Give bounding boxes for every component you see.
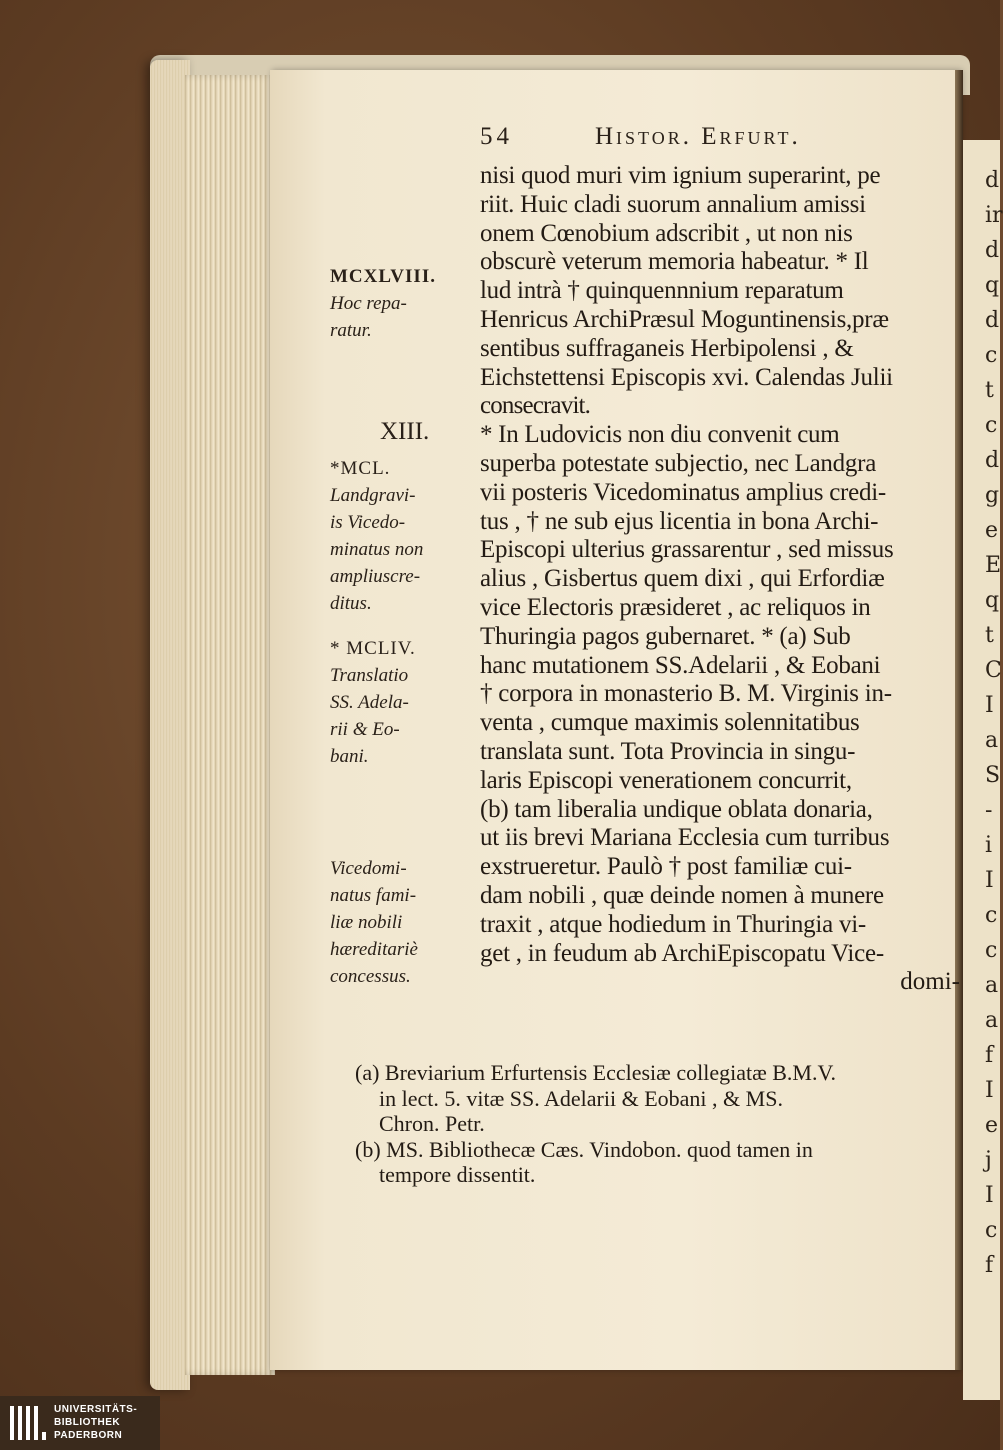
text-line: Thuringia pagos gubernaret. * (a) Sub (480, 622, 851, 650)
margin-line: Landgravi- (330, 485, 416, 506)
margin-line: ditus. (330, 593, 372, 614)
facing-page-letter: a (985, 973, 999, 998)
section-number (380, 418, 520, 445)
text-line: (b) tam liberalia undique oblata donaria, (480, 795, 873, 823)
text-line: † corpora in monasterio B. M. Virginis in- (480, 680, 892, 708)
facing-page-letter: f (985, 1043, 994, 1068)
facing-page-letter: E (985, 553, 1002, 578)
text-line: vii posteris Vicedominatus amplius credi- (480, 478, 887, 506)
margin-year: *MCL. (330, 458, 391, 479)
text-line: hanc mutationem SS.Adelarii , & Eobani (480, 651, 881, 679)
book-edge (150, 60, 190, 1390)
library-logo (0, 1396, 160, 1450)
text-line: tus , † ne sub ejus licentia in bona Archi- (480, 507, 879, 535)
margin-line: SS. Adela- (330, 692, 409, 713)
facing-page-letter: c (985, 903, 998, 928)
text-line: consecravit. (480, 392, 591, 420)
logo-line: PADERBORN (54, 1430, 123, 1441)
facing-page-letter: d (985, 168, 1000, 193)
main-text-block (480, 162, 960, 997)
margin-line: concessus. (330, 966, 411, 987)
facing-page-letter: I (985, 693, 994, 718)
facing-page-letter: d (985, 308, 1000, 333)
text-line: alius , Gisbertus quem dixi , qui Erfordiæ (480, 565, 885, 593)
facing-page-letter: S (985, 763, 1001, 788)
text-line: get , in feudum ab ArchiEpiscopatu Vice- (480, 939, 884, 967)
text-line: Episcopi ulterius grassarentur , sed missus (480, 536, 894, 564)
text-line: vice Electoris præsideret , ac reliquos in (480, 593, 871, 621)
margin-line: Hoc repa- (330, 293, 407, 314)
margin-line: Vicedomi- (330, 858, 407, 879)
facing-page-letter: I (985, 1078, 994, 1103)
facing-page-letter: g (985, 483, 1000, 508)
text-line: domi- (900, 968, 960, 996)
facing-page-letter: d (985, 448, 1000, 473)
footnote-line: in lect. 5. vitæ SS. Adelarii & Eobani , & MS. (379, 1085, 783, 1111)
facing-page-letter: c (985, 413, 998, 438)
facing-page-letter: a (985, 728, 999, 753)
margin-line: hæreditariè (330, 939, 418, 960)
facing-page-letter: e (985, 518, 999, 543)
facing-page-letter: c (985, 938, 998, 963)
facing-page-letter: q (985, 273, 1000, 298)
logo-line: BIBLIOTHEK (54, 1417, 121, 1428)
facing-page-letter: - (985, 798, 993, 823)
margin-note-hoc-reparatur (330, 263, 470, 344)
facing-page-letter: d (985, 238, 1000, 263)
facing-page-letter: I (985, 868, 994, 893)
margin-line: rii & Eo- (330, 719, 400, 740)
margin-note-landgravii (330, 455, 470, 617)
text-line: * In Ludovicis non diu convenit cum (480, 421, 840, 449)
footnote-line: Chron. Petr. (379, 1111, 485, 1136)
margin-line: natus fami- (330, 885, 417, 906)
text-line: Eichstettensi Episcopis xvi. Calendas Julii (480, 363, 893, 391)
text-line: lud intrà † quinquennnium reparatum (480, 277, 844, 305)
page-number: 54 (480, 123, 513, 150)
facing-page-letter: t (985, 378, 994, 403)
margin-line: bani. (330, 746, 369, 767)
facing-page-letter: e (985, 1113, 999, 1138)
facing-page-letter: c (985, 343, 998, 368)
facing-page-letter: j (985, 1148, 992, 1173)
text-line: ut iis brevi Mariana Ecclesia cum turribus (480, 824, 890, 852)
facing-page-letter: q (985, 588, 1000, 613)
margin-line: liæ nobili (330, 912, 403, 933)
facing-page-letter: I (985, 1183, 994, 1208)
logo-line: UNIVERSITÄTS- (54, 1404, 138, 1415)
text-line: obscurè veterum memoria habeatur. * Il (480, 248, 869, 276)
facing-page-letter: t (985, 623, 994, 648)
text-line: onem Cœnobium adscribit , ut non nis (480, 219, 853, 247)
facing-page-letter: a (985, 1008, 999, 1033)
margin-line: is Vicedo- (330, 512, 406, 533)
text-line: translata sunt. Tota Provincia in singu- (480, 737, 856, 765)
section-label: XIII. (380, 418, 430, 445)
facing-page-letter: C (985, 658, 1002, 683)
page-leaves (185, 75, 275, 1375)
page-header (480, 123, 950, 159)
facing-page-letter: ir (985, 203, 1003, 228)
text-line: superba potestate subjectio, nec Landgra (480, 449, 877, 477)
text-line: laris Episcopi venerationem concurrit, (480, 766, 852, 794)
margin-line: minatus non (330, 539, 424, 560)
facing-page-edge (963, 140, 1003, 1400)
library-logo-icon (8, 1402, 48, 1444)
text-line: traxit , atque hodiedum in Thuringia vi- (480, 910, 866, 938)
text-line: sentibus suffraganeis Herbipolensi , & (480, 334, 854, 362)
margin-year: * MCLIV. (330, 638, 416, 659)
footnote-line: (b) MS. Bibliothecæ Cæs. Vindobon. quod tamen in (355, 1136, 813, 1162)
text-line: venta , cumque maximis solennitatibus (480, 709, 860, 737)
text-line: Henricus ArchiPræsul Moguntinensis,præ (480, 305, 889, 333)
facing-page-letter: c (985, 1218, 998, 1243)
running-title: Histor. Erfurt. (595, 123, 801, 150)
margin-year: MCXLVIII. (330, 266, 436, 287)
margin-note-vicedominatus (330, 855, 470, 990)
text-line: riit. Huic cladi suorum annalium amissi (480, 190, 866, 218)
footnote-line: tempore dissentit. (379, 1162, 536, 1187)
text-line: dam nobili , quæ deinde nomen à munere (480, 881, 884, 909)
facing-page-letter: i (985, 833, 993, 858)
margin-line: Translatio (330, 665, 409, 686)
facing-page-letter: f (985, 1253, 994, 1278)
margin-line: ampliuscre- (330, 566, 421, 587)
text-line: exstrueretur. Paulò † post familiæ cui- (480, 853, 852, 881)
text-line: nisi quod muri vim ignium superarint, pe (480, 162, 881, 189)
margin-note-translatio (330, 635, 470, 770)
footnotes (355, 1060, 955, 1188)
footnote-line: (a) Breviarium Erfurtensis Ecclesiæ collegiatæ B.M.V. (355, 1060, 837, 1085)
margin-line: ratur. (330, 320, 372, 341)
